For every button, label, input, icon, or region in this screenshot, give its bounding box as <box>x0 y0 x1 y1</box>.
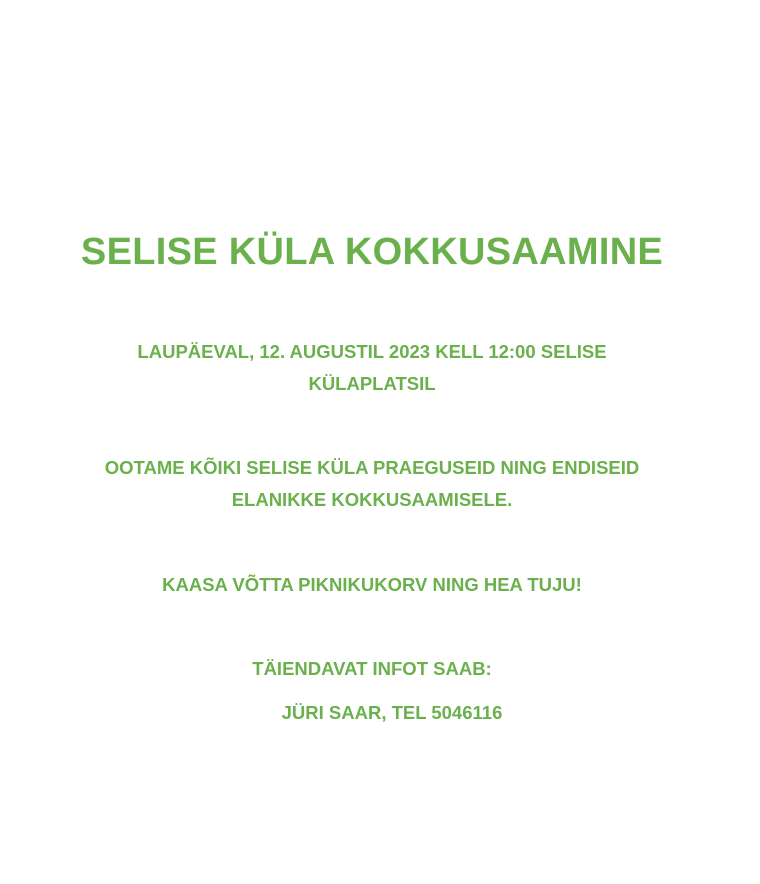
document-title: SELISE KÜLA KOKKUSAAMINE <box>80 231 664 273</box>
contact-line: JÜRI SAAR, TEL 5046116 <box>281 702 503 723</box>
event-details-line-2: KÜLAPLATSIL <box>308 373 436 394</box>
event-details <box>0 336 744 400</box>
info-label: TÄIENDAVAT INFOT SAAB: <box>252 658 492 679</box>
invitation-text <box>0 452 744 516</box>
invitation-line-2: ELANIKKE KOKKUSAAMISELE. <box>231 489 513 510</box>
picnic-note: KAASA VÕTTA PIKNIKUKORV NING HEA TUJU! <box>162 574 582 595</box>
invitation-line-1: OOTAME KÕIKI SELISE KÜLA PRAEGUSEID NING ENDISEID <box>104 457 640 478</box>
event-details-line-1: LAUPÄEVAL, 12. AUGUSTIL 2023 KELL 12:00 SELISE <box>137 341 607 362</box>
